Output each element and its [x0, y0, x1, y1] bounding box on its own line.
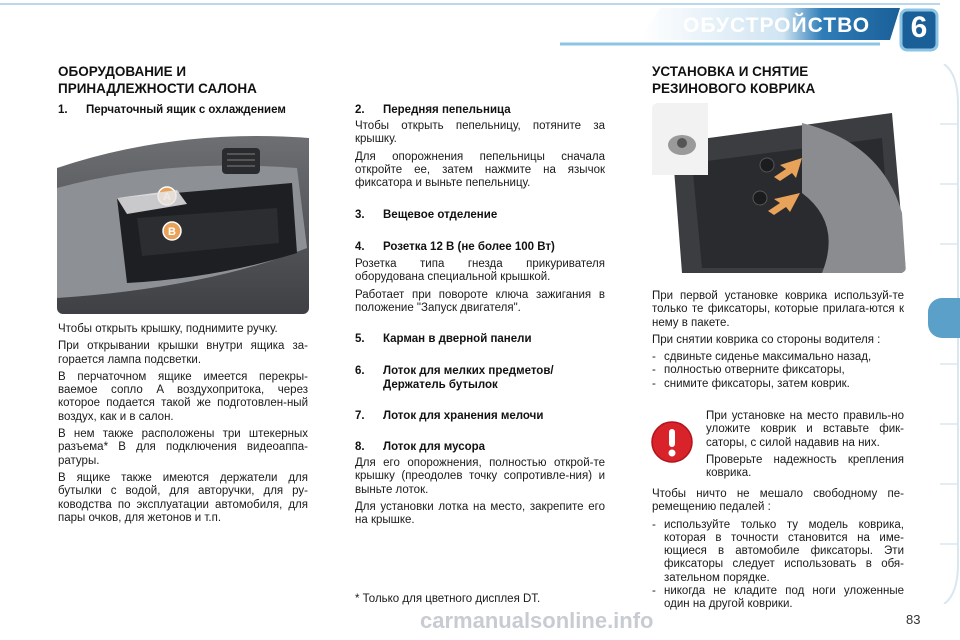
page-number: 83 [906, 612, 921, 627]
item-8-text: Для его опорожнения, полностью открой-те крышку (преодолев точку сопротивле-ния) и выньте лоток. Для установки лотка на место, закрепите его на крышке. [355, 457, 605, 527]
removal-step: - сдвиньте сиденье максимально назад, [652, 351, 904, 364]
item-3-title: 3. Вещевое отделение [355, 209, 498, 221]
pedal-text: Чтобы ничто не мешало свободному пе-ремещению педалей : - используйте только ту модель коврика, которая в точности становится на име-ющиеся в автомобиле фиксаторы. Эти фиксаторы следует использовать в обя-зательном порядке. - никогда не кладите под ноги уложенные один на другой коврики. [652, 488, 904, 612]
watermark: carmanualsonline.info [420, 608, 654, 633]
item-6-title: 6. Лоток для мелких предметов/ Держатель бутылок [355, 365, 554, 391]
section-title-equipment: ОБОРУДОВАНИЕ И ПРИНАДЛЕЖНОСТИ САЛОНА [58, 64, 257, 96]
warning-icon [650, 420, 694, 464]
item-2-text: Чтобы открыть пепельницу, потяните за крышку. Для опорожнения пепельницы сначала откройте ее, затем нажмите на язычок фиксатора и выньте пепельницу. [355, 120, 605, 190]
chapter-tab-6-active[interactable] [928, 298, 960, 338]
floor-mat-text: При первой установке коврика используй-те только те фиксаторы, которые прилага-ются к нему в пакете. При снятии коврика со стороны водителя : - сдвиньте сиденье максимально назад, - полностью отверните фиксаторы, - снимите фиксаторы, затем коврик. [652, 290, 904, 391]
pedal-note: - никогда не кладите под ноги уложенные один на другой коврики. [652, 585, 904, 612]
item-1-title: 1. Перчаточный ящик с охлаждением [58, 104, 286, 116]
pedal-note: - используйте только ту модель коврика, которая в точности становится на име-ющиеся в автомобиле фиксаторы. Эти фиксаторы следует использовать в обя-зательном порядке. [652, 519, 904, 585]
item-8-title: 8. Лоток для мусора [355, 441, 486, 453]
removal-step: - снимите фиксаторы, затем коврик. [652, 378, 904, 391]
removal-steps [652, 351, 904, 391]
item-5-title: 5. Карман в дверной панели [355, 333, 532, 345]
section-title-floor-mat: УСТАНОВКА И СНЯТИЕ РЕЗИНОВОГО КОВРИКА [652, 64, 816, 96]
pedal-notes [652, 519, 904, 612]
label-b: B [168, 226, 176, 238]
floor-mat-photo [652, 103, 906, 273]
warning-text: При установке на место правиль-но уложите коврик и вставьте фик-саторы, с силой надавив на них. Проверьте надежность крепления коврика. [706, 410, 904, 480]
chapter-title: ОБУСТРОЙСТВО [683, 14, 871, 37]
chapter-number: 6 [910, 11, 928, 44]
footnote: * Только для цветного дисплея DT. [355, 593, 541, 605]
removal-step: - полностью отверните фиксаторы, [652, 364, 904, 377]
item-7-title: 7. Лоток для хранения мелочи [355, 410, 544, 422]
glovebox-photo [57, 128, 309, 314]
item-2-title: 2. Передняя пепельница [355, 104, 511, 116]
glovebox-text: Чтобы открыть крышку, поднимите ручку. При открывании крышки внутри ящика за-горается лампа подсветки. В перчаточном ящике имеется перекры-ваемое сопло A воздухопритока, через которое подается такой же подготовлен-ный воздух, как и в салон. В нем также расположены три штекерных разъема* B для подключения видеоаппа-ратуры. В ящике также имеются держатели для бутылки с водой, для авторучки, для ру-ководства по эксплуатации автомобиля, для пары очков, для жетонов и т.п. [58, 323, 308, 524]
item-4-text: Розетка типа гнезда прикуривателя оборудована специальной крышкой. Работает при повороте ключа зажигания в положение "Запуск двигателя". [355, 258, 605, 314]
item-4-title: 4. Розетка 12 В (не более 100 Вт) [355, 241, 555, 253]
